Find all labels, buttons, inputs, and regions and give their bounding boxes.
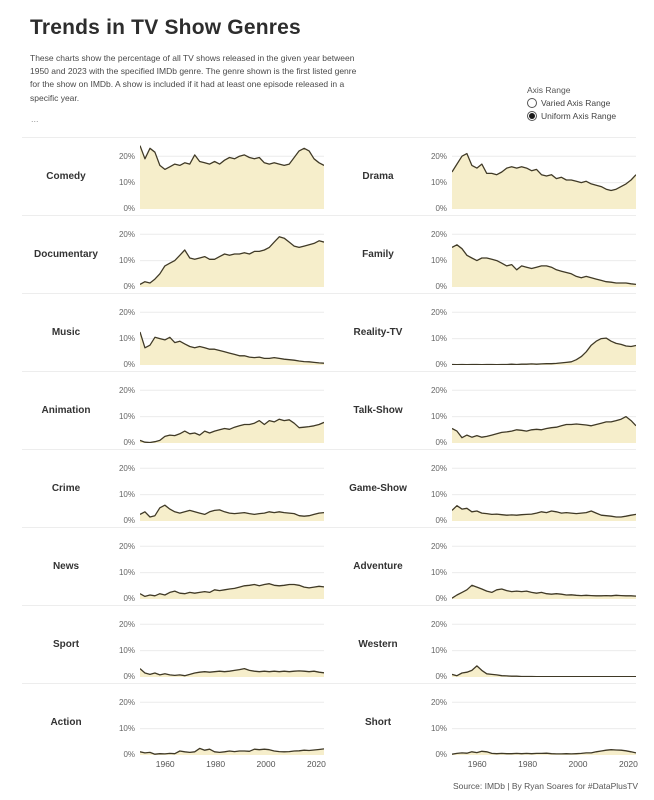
genre-label: Reality-TV bbox=[353, 327, 403, 338]
genre-label: Talk-Show bbox=[353, 405, 403, 416]
genre-label: Documentary bbox=[34, 249, 98, 260]
y-axis bbox=[110, 684, 140, 761]
genre-chart-cell bbox=[334, 684, 636, 778]
y-tick-label: 20% bbox=[430, 152, 447, 161]
y-tick-label: 10% bbox=[430, 490, 447, 499]
y-tick-label: 10% bbox=[118, 178, 135, 187]
y-tick-label: 10% bbox=[430, 178, 447, 187]
area-chart[interactable] bbox=[140, 528, 324, 605]
genre-label: Adventure bbox=[353, 561, 403, 572]
x-tick-label: 2020 bbox=[306, 759, 326, 769]
y-tick-label: 10% bbox=[118, 256, 135, 265]
y-axis bbox=[422, 684, 452, 761]
area-chart[interactable] bbox=[452, 528, 636, 605]
axis-range-option[interactable] bbox=[527, 111, 616, 121]
y-axis bbox=[110, 528, 140, 605]
genre-chart-cell bbox=[334, 372, 636, 449]
genre-label: Action bbox=[50, 717, 82, 728]
y-tick-label: 20% bbox=[430, 230, 447, 239]
y-tick-label: 10% bbox=[430, 568, 447, 577]
y-axis bbox=[422, 528, 452, 605]
chart-grid bbox=[22, 137, 636, 778]
y-tick-label: 0% bbox=[123, 672, 135, 681]
y-tick-label: 10% bbox=[118, 334, 135, 343]
genre-chart-cell bbox=[22, 606, 324, 683]
x-axis bbox=[140, 755, 324, 770]
genre-label: Family bbox=[362, 249, 394, 260]
genre-chart-cell bbox=[334, 216, 636, 293]
chart-row bbox=[22, 605, 636, 683]
area-chart[interactable] bbox=[452, 372, 636, 449]
y-tick-label: 10% bbox=[118, 412, 135, 421]
x-axis bbox=[452, 755, 636, 770]
axis-range-option[interactable] bbox=[527, 98, 616, 108]
y-tick-label: 10% bbox=[430, 724, 447, 733]
axis-range-options bbox=[527, 98, 616, 121]
x-tick-label: 2000 bbox=[256, 759, 276, 769]
area-chart[interactable] bbox=[140, 216, 324, 293]
y-tick-label: 0% bbox=[435, 672, 447, 681]
y-axis bbox=[110, 138, 140, 215]
x-tick-label: 1960 bbox=[155, 759, 175, 769]
chart-row bbox=[22, 683, 636, 778]
y-tick-label: 20% bbox=[430, 698, 447, 707]
area-chart[interactable] bbox=[452, 138, 636, 215]
genre-label: Comedy bbox=[46, 171, 86, 182]
area-chart[interactable] bbox=[452, 216, 636, 293]
y-tick-label: 10% bbox=[430, 256, 447, 265]
genre-label: News bbox=[52, 561, 80, 572]
area-chart[interactable] bbox=[140, 294, 324, 371]
y-tick-label: 10% bbox=[118, 724, 135, 733]
genre-chart-cell bbox=[334, 606, 636, 683]
genre-chart-cell bbox=[22, 138, 324, 215]
x-tick-label: 1960 bbox=[467, 759, 487, 769]
y-tick-label: 10% bbox=[118, 646, 135, 655]
genre-chart-cell bbox=[334, 138, 636, 215]
area-chart[interactable] bbox=[452, 606, 636, 683]
area-chart[interactable] bbox=[452, 684, 636, 778]
y-axis bbox=[422, 450, 452, 527]
y-tick-label: 0% bbox=[123, 516, 135, 525]
radio-selected-icon[interactable] bbox=[527, 111, 537, 121]
area-chart[interactable] bbox=[140, 606, 324, 683]
y-tick-label: 0% bbox=[435, 204, 447, 213]
y-tick-label: 10% bbox=[430, 412, 447, 421]
area-chart[interactable] bbox=[140, 684, 324, 778]
genre-chart-cell bbox=[334, 450, 636, 527]
chart-row bbox=[22, 215, 636, 293]
y-axis bbox=[110, 216, 140, 293]
chart-row bbox=[22, 449, 636, 527]
radio-icon[interactable] bbox=[527, 98, 537, 108]
y-tick-label: 20% bbox=[118, 230, 135, 239]
genre-label: Animation bbox=[41, 405, 91, 416]
area-chart[interactable] bbox=[140, 450, 324, 527]
genre-label: Sport bbox=[52, 639, 80, 650]
y-axis bbox=[422, 372, 452, 449]
y-axis bbox=[422, 606, 452, 683]
chart-row bbox=[22, 371, 636, 449]
ellipsis-text: ... bbox=[31, 114, 39, 124]
y-axis bbox=[110, 294, 140, 371]
y-tick-label: 0% bbox=[123, 438, 135, 447]
y-axis bbox=[422, 138, 452, 215]
y-tick-label: 0% bbox=[435, 750, 447, 759]
area-chart[interactable] bbox=[140, 372, 324, 449]
y-tick-label: 20% bbox=[118, 152, 135, 161]
genre-chart-cell bbox=[22, 216, 324, 293]
y-tick-label: 0% bbox=[123, 750, 135, 759]
x-tick-label: 2000 bbox=[568, 759, 588, 769]
y-tick-label: 20% bbox=[118, 308, 135, 317]
genre-label: Short bbox=[364, 717, 392, 728]
y-tick-label: 10% bbox=[118, 490, 135, 499]
y-tick-label: 10% bbox=[430, 646, 447, 655]
genre-chart-cell bbox=[22, 684, 324, 778]
y-axis bbox=[110, 372, 140, 449]
y-tick-label: 0% bbox=[123, 204, 135, 213]
genre-label: Game-Show bbox=[349, 483, 407, 494]
y-tick-label: 20% bbox=[118, 386, 135, 395]
genre-chart-cell bbox=[334, 294, 636, 371]
y-tick-label: 10% bbox=[430, 334, 447, 343]
y-tick-label: 20% bbox=[430, 542, 447, 551]
y-tick-label: 0% bbox=[123, 360, 135, 369]
y-tick-label: 10% bbox=[118, 568, 135, 577]
y-tick-label: 0% bbox=[435, 438, 447, 447]
genre-chart-cell bbox=[22, 528, 324, 605]
description-text: These charts show the percentage of all TV shows released in the given year between 1950 and 2023 with the specified IMDb genre. The genre shown is the first listed genre for the show on IMDb. A show is included if it had at least one episode released in a specific year. bbox=[30, 53, 357, 103]
y-tick-label: 20% bbox=[118, 620, 135, 629]
y-tick-label: 20% bbox=[430, 620, 447, 629]
genre-label: Crime bbox=[51, 483, 81, 494]
axis-range-option-label: Uniform Axis Range bbox=[541, 111, 617, 121]
genre-label: Western bbox=[358, 639, 398, 650]
x-tick-label: 1980 bbox=[206, 759, 226, 769]
y-tick-label: 20% bbox=[430, 464, 447, 473]
y-tick-label: 0% bbox=[123, 594, 135, 603]
genre-chart-cell bbox=[22, 294, 324, 371]
y-tick-label: 0% bbox=[435, 360, 447, 369]
genre-chart-cell bbox=[334, 528, 636, 605]
source-text: Source: IMDb | By Ryan Soares for #DataPlusTV bbox=[452, 781, 638, 791]
genre-chart-cell bbox=[22, 450, 324, 527]
chart-row bbox=[22, 527, 636, 605]
y-axis bbox=[422, 294, 452, 371]
chart-row bbox=[22, 137, 636, 215]
area-chart[interactable] bbox=[140, 138, 324, 215]
y-tick-label: 20% bbox=[118, 542, 135, 551]
x-tick-label: 1980 bbox=[518, 759, 538, 769]
genre-label: Music bbox=[51, 327, 81, 338]
y-tick-label: 20% bbox=[118, 698, 135, 707]
area-chart[interactable] bbox=[452, 294, 636, 371]
y-axis bbox=[110, 606, 140, 683]
genre-chart-cell bbox=[22, 372, 324, 449]
y-tick-label: 20% bbox=[118, 464, 135, 473]
axis-range-control bbox=[527, 85, 616, 124]
y-tick-label: 0% bbox=[435, 282, 447, 291]
y-tick-label: 0% bbox=[435, 516, 447, 525]
page-title: Trends in TV Show Genres bbox=[30, 16, 301, 39]
y-tick-label: 20% bbox=[430, 386, 447, 395]
y-tick-label: 0% bbox=[435, 594, 447, 603]
y-tick-label: 0% bbox=[123, 282, 135, 291]
y-axis bbox=[110, 450, 140, 527]
y-axis bbox=[422, 216, 452, 293]
axis-range-label: Axis Range bbox=[527, 85, 571, 95]
genre-label: Drama bbox=[362, 171, 394, 182]
area-chart[interactable] bbox=[452, 450, 636, 527]
x-tick-label: 2020 bbox=[618, 759, 638, 769]
chart-row bbox=[22, 293, 636, 371]
axis-range-option-label: Varied Axis Range bbox=[541, 98, 611, 108]
y-tick-label: 20% bbox=[430, 308, 447, 317]
